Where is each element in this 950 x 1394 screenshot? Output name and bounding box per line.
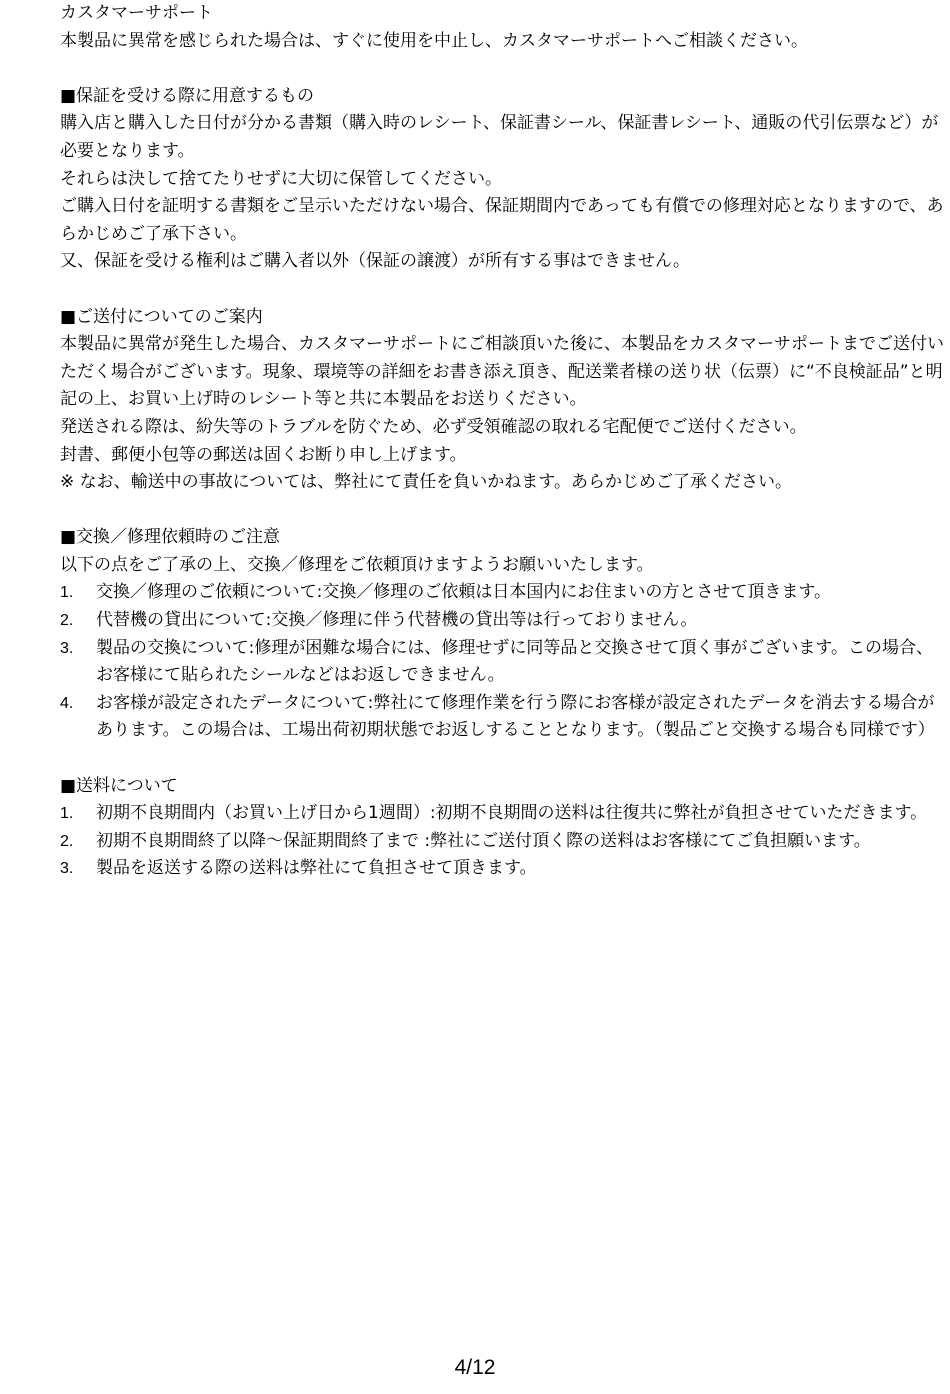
list-item-number: 3. [60, 639, 74, 657]
exchange-notes-intro: 以下の点をご了承の上、交換／修理をご依頼頂けますようお願いいたします。 [60, 554, 654, 575]
section-spacer [60, 745, 945, 773]
shipping-fees-list [60, 800, 945, 883]
warranty-items-heading: ■保証を受ける際に用意するもの [60, 85, 315, 106]
list-item [60, 828, 945, 856]
list-item-text: 初期不良期間終了以降～保証期間終了まで :弊社にご送付頂く際の送料はお客様にてご負担願います。 [96, 830, 871, 851]
warranty-items-section [60, 83, 945, 276]
section-spacer [60, 497, 945, 525]
customer-support-section [60, 0, 945, 55]
shipping-guide-paragraph: 発送される際は、紛失等のトラブルを防ぐため、必ず受領確認の取れる宅配便でご送付ください。 [60, 416, 807, 437]
list-item-text: お客様が設定されたデータについて:弊社にて修理作業を行う際にお客様が設定されたデータを消去する場合があります。この場合は、工場出荷初期状態でお返しすることとなります。（製品ごと交換する場合も同様です） [96, 692, 935, 741]
warranty-paragraph: それらは決して捨てたりせずに大切に保管してください。 [60, 168, 502, 189]
list-item-number: 4. [60, 694, 74, 712]
list-item-number: 3. [60, 860, 74, 878]
shipping-fees-section [60, 773, 945, 883]
shipping-guide-paragraph: 封書、郵便小包等の郵送は固くお断り申し上げます。 [60, 444, 467, 465]
warranty-paragraph: 又、保証を受ける権利はご購入者以外（保証の譲渡）が所有する事はできません。 [60, 251, 691, 272]
list-item-text: 交換／修理のご依頼について:交換／修理のご依頼は日本国内にお住まいの方とさせて頂きます。 [96, 582, 832, 603]
list-item-number: 2. [60, 832, 74, 850]
document-page [60, 0, 945, 883]
customer-support-heading: カスタマーサポート [60, 3, 213, 23]
exchange-notes-heading: ■交換／修理依頼時のご注意 [60, 527, 281, 548]
customer-support-body: 本製品に異常を感じられた場合は、すぐに使用を中止し、カスタマーサポートへご相談ください。 [60, 30, 808, 51]
list-item-text: 代替機の貸出について:交換／修理に伴う代替機の貸出等は行っておりません。 [96, 610, 698, 631]
list-item [60, 690, 945, 745]
page-number: 4/12 [454, 1356, 496, 1379]
section-spacer [60, 55, 945, 83]
list-item-number: 1. [60, 805, 74, 823]
exchange-notes-section [60, 524, 945, 745]
shipping-guide-heading: ■ご送付についてのご案内 [60, 306, 263, 327]
exchange-notes-list [60, 579, 945, 745]
list-item [60, 635, 945, 690]
shipping-guide-paragraph: ※ なお、輸送中の事故については、弊社にて責任を負いかねます。あらかじめご了承ください。 [60, 472, 792, 493]
list-item-number: 1. [60, 584, 74, 602]
warranty-paragraph: ご購入日付を証明する書類をご呈示いただけない場合、保証期間内であっても有償での修理対応となりますので、あらかじめご了承下さい。 [60, 196, 944, 244]
list-item [60, 607, 945, 635]
shipping-fees-heading: ■送料について [60, 775, 178, 796]
list-item-text: 製品を返送する際の送料は弊社にて負担させて頂きます。 [96, 858, 537, 879]
warranty-paragraph: 購入店と購入した日付が分かる書類（購入時のレシート、保証書シール、保証書レシート、通販の代引伝票など）が必要となります。 [60, 113, 939, 161]
shipping-guide-section [60, 304, 945, 497]
list-item [60, 579, 945, 607]
section-spacer [60, 276, 945, 304]
list-item-text: 初期不良期間内（お買い上げ日から1週間）:初期不良期間の送料は往復共に弊社が負担させていただきます。 [96, 803, 928, 824]
list-item-text: 製品の交換について:修理が困難な場合には、修理せずに同等品と交換させて頂く事がございます。この場合、お客様にて貼られたシールなどはお返しできません。 [96, 637, 934, 686]
list-item [60, 855, 945, 883]
list-item-number: 2. [60, 612, 74, 630]
shipping-guide-paragraph: 本製品に異常が発生した場合、カスタマーサポートにご相談頂いた後に、本製品をカスタマーサポートまでご送付いただく場合がございます。現象、環境等の詳細をお書き添え頂き、配送業者様の送り状（伝票）に“不良検証品”と明記の上、お買い上げ時のレシート等と共に本製品をお送りください。 [60, 334, 944, 410]
list-item [60, 800, 945, 828]
